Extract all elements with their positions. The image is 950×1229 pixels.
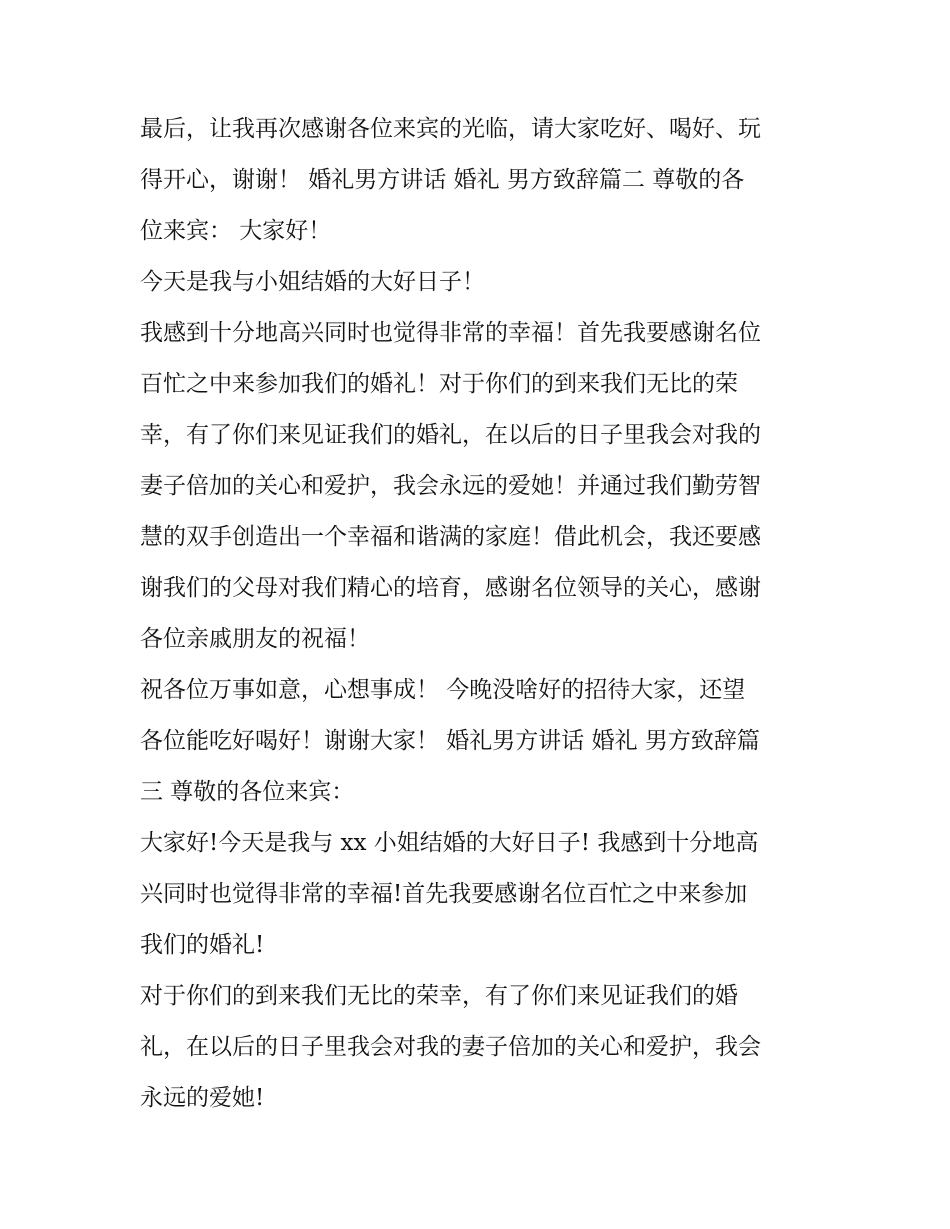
text-line: 慧的双手创造出一个幸福和谐满的家庭！借此机会，我还要感: [140, 524, 761, 550]
text-line: 礼，在以后的日子里我会对我的妻子倍加的关心和爱护，我会: [140, 1034, 761, 1060]
document-body: [140, 104, 820, 1124]
text-line: 各位亲戚朋友的祝福！: [140, 626, 370, 652]
text-line: 永远的爱她!: [140, 1085, 265, 1111]
text-line: 幸，有了你们来见证我们的婚礼，在以后的日子里我会对我的: [140, 422, 761, 448]
text-line: 妻子倍加的关心和爱护，我会永远的爱她！并通过我们勤劳智: [140, 473, 761, 499]
text-line: 谢我们的父母对我们精心的培育，感谢名位领导的关心，感谢: [140, 575, 761, 601]
text-line: 最后，让我再次感谢各位来宾的光临，请大家吃好、喝好、玩: [140, 116, 761, 142]
text-line: 位来宾： 大家好！: [140, 218, 332, 244]
paragraph-best-wishes: [140, 665, 820, 818]
text-line: 我感到十分地高兴同时也觉得非常的幸福！首先我要感谢名位: [140, 320, 761, 346]
paragraph-gratitude: [140, 308, 820, 665]
text-line: 三 尊敬的各位来宾：: [140, 779, 355, 805]
text-line: 得开心，谢谢！ 婚礼男方讲话 婚礼 男方致辞篇二 尊敬的各: [140, 167, 745, 193]
paragraph-promise: [140, 971, 820, 1124]
text-line: 各位能吃好喝好！谢谢大家！ 婚礼男方讲话 婚礼 男方致辞篇: [140, 728, 760, 754]
text-line: 百忙之中来参加我们的婚礼！对于你们的到来我们无比的荣: [140, 371, 738, 397]
text-line: 我们的婚礼!: [140, 932, 265, 958]
text-line: 对于你们的到来我们无比的荣幸，有了你们来见证我们的婚: [140, 983, 738, 1009]
text-line: 今天是我与小姐结婚的大好日子！: [140, 269, 485, 295]
paragraph-greeting: [140, 818, 820, 971]
text-line: 兴同时也觉得非常的幸福!首先我要感谢名位百忙之中来参加: [140, 881, 748, 907]
text-line: 大家好!今天是我与 xx 小姐结婚的大好日子! 我感到十分地高: [140, 830, 759, 856]
text-line: 祝各位万事如意，心想事成！ 今晚没啥好的招待大家，还望: [140, 677, 746, 703]
paragraph-wedding-day: [140, 257, 820, 308]
paragraph-closing-thanks: [140, 104, 820, 257]
